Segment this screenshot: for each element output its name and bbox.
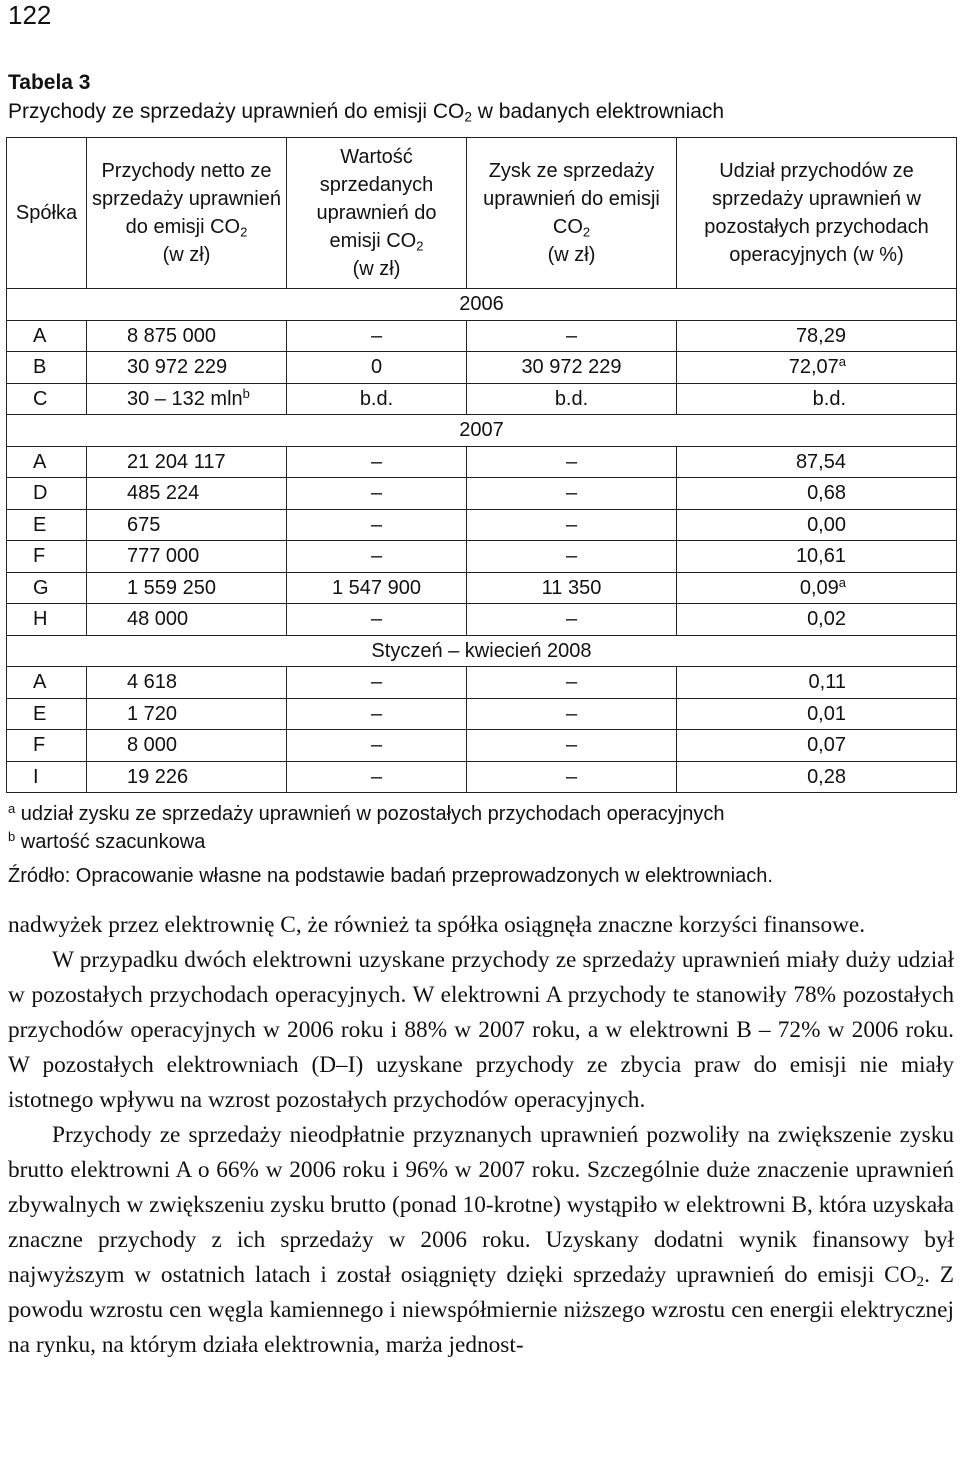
table-row bbox=[7, 698, 957, 730]
cell-share-text: 0,00 bbox=[807, 513, 846, 536]
cell-revenue bbox=[87, 698, 287, 730]
table-row bbox=[7, 667, 957, 699]
cell-share bbox=[677, 320, 957, 352]
cell-revenue-text: 675 bbox=[127, 513, 161, 536]
cell-profit bbox=[467, 572, 677, 604]
cell-company bbox=[7, 761, 87, 793]
cell-revenue-text: 485 224 bbox=[127, 482, 200, 505]
cell-company-text: H bbox=[33, 608, 48, 631]
cell-revenue bbox=[87, 761, 287, 793]
cell-company-text: E bbox=[33, 702, 47, 725]
cell-company bbox=[7, 383, 87, 415]
cell-share-text: 0,28 bbox=[807, 765, 846, 788]
header-value-sold: Wartość sprzedanych uprawnień do emisji $CO_2$ (w zł) bbox=[287, 138, 467, 289]
cell-profit-text: – bbox=[565, 765, 578, 788]
cell-company-text: I bbox=[33, 765, 39, 788]
cell-value-sold-text: – bbox=[370, 482, 383, 505]
table-label: Tabela 3 bbox=[8, 71, 91, 94]
paragraph-1: nadwyżek przez elektrownię C, że również ta spółka osiągnęła znaczne korzyści finansowe. bbox=[8, 912, 866, 938]
cell-profit bbox=[467, 541, 677, 573]
cell-value-sold bbox=[287, 604, 467, 636]
cell-share-text: 0,09 bbox=[799, 576, 839, 599]
cell-profit bbox=[467, 446, 677, 478]
cell-profit bbox=[467, 667, 677, 699]
period-row bbox=[7, 415, 957, 447]
cell-company bbox=[7, 352, 87, 384]
cell-share-text: 0,68 bbox=[807, 482, 846, 505]
cell-value-sold-text: – bbox=[370, 450, 383, 473]
cell-company bbox=[7, 509, 87, 541]
header-company: Spółka bbox=[7, 138, 87, 289]
period-row bbox=[7, 635, 957, 667]
cell-share bbox=[677, 667, 957, 699]
cell-share-text: 0,11 bbox=[808, 671, 846, 694]
period-label: 2007 bbox=[7, 415, 957, 447]
cell-company-text: A bbox=[33, 450, 47, 473]
cell-profit-text: 30 972 229 bbox=[521, 356, 622, 379]
table-row bbox=[7, 320, 957, 352]
period-row bbox=[7, 289, 957, 321]
cell-share bbox=[677, 698, 957, 730]
cell-company-text: F bbox=[33, 545, 46, 568]
cell-company bbox=[7, 604, 87, 636]
cell-revenue-text: 1 559 250 bbox=[127, 576, 216, 599]
header-net-revenue: Przychody netto ze sprzedaży uprawnień do emisji $CO_2$ (w zł) bbox=[87, 138, 287, 289]
paragraph-3: Przychody ze sprzedaży nieodpłatnie przyznanych uprawnień pozwoliły na zwiększenie zysku brutto elektrowni A o 66% w 2006 roku i 96% w 2007 roku. Szczególnie duże znaczenie uprawnień zbywalnych w zwiększeniu zysku brutto (ponad 10-krotne) wystąpiło w elektrowni B, która uzyskała znaczne przychody z ich sprzedaży w 2006 roku. Uzyskany dodatni wynik finansowy był najwyższym w ostatnich latach i został osiągnięty dzięki sprzedaży uprawnień do emisji $CO_2$. Z powodu wzrostu cen węgla kamiennego i niewspółmiernie niższego wzrostu cen energii elektrycznej na rynku, na którym działa elektrownia, marża jednost- bbox=[8, 1122, 954, 1358]
cell-company bbox=[7, 541, 87, 573]
cell-value-sold bbox=[287, 698, 467, 730]
page-number: 122 bbox=[8, 0, 52, 30]
table-header-row bbox=[7, 138, 957, 289]
cell-company bbox=[7, 478, 87, 510]
table-row bbox=[7, 509, 957, 541]
header-share: Udział przychodów ze sprzedaży uprawnień w pozostałych przychodach operacyjnych (w %) bbox=[677, 138, 957, 289]
cell-revenue-text: 30 – 132 mln bbox=[127, 387, 243, 410]
table-row bbox=[7, 478, 957, 510]
table-row bbox=[7, 604, 957, 636]
cell-company-text: E bbox=[33, 513, 47, 536]
cell-profit-text: – bbox=[565, 702, 578, 725]
cell-share bbox=[677, 478, 957, 510]
source-note: Źródło: Opracowanie własne na podstawie badań przeprowadzonych w elektrowniach. bbox=[8, 865, 773, 887]
cell-company bbox=[7, 730, 87, 762]
cell-revenue-text: 30 972 229 bbox=[127, 356, 228, 379]
cell-profit-text: – bbox=[565, 482, 578, 505]
cell-value-sold bbox=[287, 478, 467, 510]
cell-value-sold-text: – bbox=[370, 545, 383, 568]
cell-value-sold bbox=[287, 730, 467, 762]
footnote-mark: b bbox=[242, 385, 250, 401]
cell-profit bbox=[467, 383, 677, 415]
cell-profit bbox=[467, 698, 677, 730]
cell-profit-text: b.d. bbox=[554, 387, 589, 410]
cell-company-text: B bbox=[33, 356, 47, 379]
cell-value-sold bbox=[287, 667, 467, 699]
cell-profit bbox=[467, 320, 677, 352]
cell-value-sold bbox=[287, 320, 467, 352]
cell-value-sold-text: – bbox=[370, 765, 383, 788]
cell-revenue bbox=[87, 572, 287, 604]
cell-revenue-text: 1 720 bbox=[127, 702, 178, 725]
cell-profit-text: – bbox=[565, 545, 578, 568]
table-row bbox=[7, 352, 957, 384]
cell-value-sold-text: 1 547 900 bbox=[332, 576, 421, 599]
cell-share bbox=[677, 446, 957, 478]
cell-company-text: A bbox=[33, 671, 47, 694]
cell-revenue bbox=[87, 383, 287, 415]
cell-company bbox=[7, 667, 87, 699]
cell-value-sold bbox=[287, 509, 467, 541]
cell-value-sold bbox=[287, 541, 467, 573]
table-notes bbox=[8, 800, 773, 890]
cell-profit bbox=[467, 604, 677, 636]
cell-revenue-text: 777 000 bbox=[127, 545, 200, 568]
table-row bbox=[7, 383, 957, 415]
cell-value-sold-text: b.d. bbox=[359, 387, 394, 410]
cell-company bbox=[7, 698, 87, 730]
cell-revenue bbox=[87, 320, 287, 352]
cell-share bbox=[677, 383, 957, 415]
cell-share bbox=[677, 352, 957, 384]
cell-revenue-text: 19 226 bbox=[127, 765, 189, 788]
cell-share bbox=[677, 572, 957, 604]
cell-company-text: G bbox=[33, 576, 49, 599]
cell-company bbox=[7, 572, 87, 604]
cell-profit bbox=[467, 478, 677, 510]
cell-profit bbox=[467, 352, 677, 384]
cell-company-text: F bbox=[33, 734, 46, 757]
cell-profit bbox=[467, 509, 677, 541]
cell-profit-text: – bbox=[565, 734, 578, 757]
cell-company-text: C bbox=[33, 387, 48, 410]
cell-share bbox=[677, 761, 957, 793]
cell-value-sold-text: – bbox=[370, 734, 383, 757]
footnote-mark: a bbox=[838, 574, 846, 590]
cell-value-sold-text: 0 bbox=[370, 356, 383, 379]
footnote-a: $^a$ udział zysku ze sprzedaży uprawnień w pozostałych przychodach operacyjnych bbox=[8, 800, 725, 825]
cell-profit bbox=[467, 761, 677, 793]
cell-value-sold-text: – bbox=[370, 671, 383, 694]
table-row bbox=[7, 730, 957, 762]
cell-share bbox=[677, 509, 957, 541]
cell-revenue-text: 21 204 117 bbox=[127, 450, 226, 473]
cell-share bbox=[677, 730, 957, 762]
footnote-b: $^b$ wartość szacunkowa bbox=[8, 828, 206, 853]
cell-share bbox=[677, 604, 957, 636]
cell-share-text: 10,61 bbox=[795, 545, 846, 568]
cell-revenue bbox=[87, 604, 287, 636]
cell-share-text: 78,29 bbox=[795, 324, 846, 347]
cell-company-text: A bbox=[33, 324, 47, 347]
cell-revenue-text: 4 618 bbox=[127, 671, 178, 694]
table-body bbox=[7, 289, 957, 793]
cell-value-sold-text: – bbox=[370, 324, 383, 347]
cell-share-text: 72,07 bbox=[788, 356, 839, 379]
cell-revenue bbox=[87, 667, 287, 699]
table-title: Przychody ze sprzedaży uprawnień do emisji $CO_2$ w badanych elektrowniach bbox=[8, 100, 725, 125]
cell-value-sold bbox=[287, 352, 467, 384]
cell-revenue bbox=[87, 509, 287, 541]
cell-profit-text: – bbox=[565, 324, 578, 347]
table-caption bbox=[8, 68, 724, 126]
cell-profit-text: 11 350 bbox=[541, 576, 602, 599]
cell-value-sold bbox=[287, 383, 467, 415]
cell-company-text: D bbox=[33, 482, 48, 505]
cell-profit-text: – bbox=[565, 671, 578, 694]
cell-share bbox=[677, 541, 957, 573]
cell-revenue bbox=[87, 541, 287, 573]
cell-revenue bbox=[87, 446, 287, 478]
footnote-mark: a bbox=[838, 354, 846, 370]
cell-share-text: b.d. bbox=[812, 387, 846, 410]
cell-value-sold bbox=[287, 572, 467, 604]
cell-value-sold-text: – bbox=[370, 513, 383, 536]
table-row bbox=[7, 446, 957, 478]
cell-revenue bbox=[87, 478, 287, 510]
cell-company bbox=[7, 446, 87, 478]
cell-profit bbox=[467, 730, 677, 762]
paragraph-2: W przypadku dwóch elektrowni uzyskane przychody ze sprzedaży uprawnień miały duży udział w pozostałych przychodach operacyjnych. W elektrowni A przychody te stanowiły 78% pozostałych przychodów operacyjnych w 2006 roku i 88% w 2007 roku, a w elektrowni B – 72% w 2006 roku. W pozostałych elektrowniach (D–I) uzyskane przychody ze zbycia praw do emisji nie miały istotnego wpływu na wzrost pozostałych przychodów operacyjnych. bbox=[8, 947, 954, 1113]
revenue-table bbox=[6, 137, 957, 793]
cell-company bbox=[7, 320, 87, 352]
header-profit: Zysk ze sprzedaży uprawnień do emisji $CO_2$ (w zł) bbox=[467, 138, 677, 289]
cell-share-text: 87,54 bbox=[795, 450, 846, 473]
table-row bbox=[7, 541, 957, 573]
cell-revenue-text: 48 000 bbox=[127, 608, 189, 631]
table-row bbox=[7, 761, 957, 793]
cell-revenue bbox=[87, 730, 287, 762]
cell-revenue-text: 8 000 bbox=[127, 734, 178, 757]
cell-value-sold-text: – bbox=[370, 702, 383, 725]
body-text bbox=[8, 908, 954, 1363]
cell-profit-text: – bbox=[565, 608, 578, 631]
cell-revenue bbox=[87, 352, 287, 384]
cell-share-text: 0,02 bbox=[807, 608, 846, 631]
cell-value-sold bbox=[287, 446, 467, 478]
cell-revenue-text: 8 875 000 bbox=[127, 324, 216, 347]
table-row bbox=[7, 572, 957, 604]
cell-profit-text: – bbox=[565, 450, 578, 473]
cell-share-text: 0,07 bbox=[807, 734, 846, 757]
cell-value-sold-text: – bbox=[370, 608, 383, 631]
cell-profit-text: – bbox=[565, 513, 578, 536]
period-label: 2006 bbox=[7, 289, 957, 321]
cell-share-text: 0,01 bbox=[807, 702, 846, 725]
period-label: Styczeń – kwiecień 2008 bbox=[7, 635, 957, 667]
cell-value-sold bbox=[287, 761, 467, 793]
